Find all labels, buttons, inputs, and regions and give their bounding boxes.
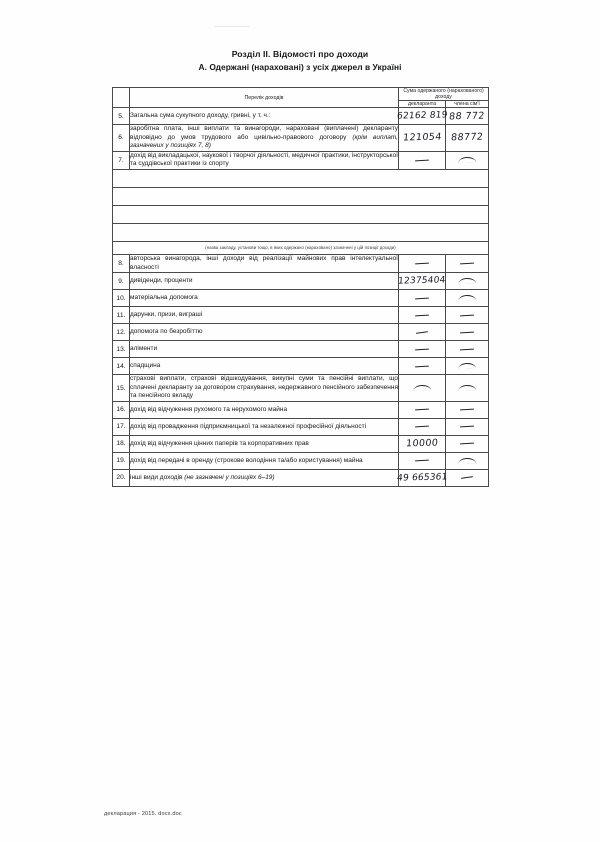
row-number: 20.: [113, 469, 130, 486]
table-row: [113, 452, 489, 469]
header-cell-number: [113, 88, 130, 108]
table-row: [113, 254, 489, 272]
cell-family-dash-mark: [458, 385, 476, 392]
cell-family-dash-mark: [458, 278, 476, 285]
cell-family: [446, 254, 489, 272]
cell-declarant-handwritten-value: 10000: [405, 438, 439, 450]
row-number: 17.: [113, 418, 130, 435]
blank-entry-row: [113, 223, 489, 241]
cell-declarant-dash-mark: [415, 263, 429, 265]
cell-declarant-dash-mark: [415, 297, 429, 299]
table-row: [113, 290, 489, 307]
cell-family: [446, 151, 489, 169]
table-header-row-1: [113, 88, 489, 101]
cell-declarant: [399, 341, 446, 358]
table-row: [113, 375, 489, 402]
institution-note-row: [113, 241, 489, 254]
row-description: дохід від відчуження рухомого та нерухомого майна: [130, 401, 399, 418]
cell-declarant-dash-mark: [415, 460, 429, 462]
cell-declarant-handwritten-value: 62162 819: [396, 110, 448, 122]
cell-declarant-dash-mark: [415, 348, 429, 350]
cell-family: [446, 401, 489, 418]
cell-declarant: [399, 273, 446, 290]
table-row: [113, 307, 489, 324]
header-cell-family: члена сім'ї: [446, 101, 489, 108]
row-number: 10.: [113, 290, 130, 307]
cell-declarant: [399, 125, 446, 152]
cell-declarant: [396, 108, 448, 125]
cell-family: [446, 452, 489, 469]
cell-family-dash-mark: [461, 476, 473, 479]
institution-note: (назва закладу, установи тощо, в яких одержано (нараховано) зазначені у цій позиції доходи): [113, 241, 489, 254]
cell-family-dash-mark: [458, 458, 476, 465]
row-description: допомога по безробіттю: [130, 324, 399, 341]
row-number: 7.: [113, 151, 130, 169]
row-description: дохід від провадження підприємницької та незалежної професійної діяльності: [130, 418, 399, 435]
table-row: [113, 108, 489, 125]
cell-family: [446, 341, 489, 358]
cell-declarant: [399, 358, 446, 375]
cell-declarant-dash-mark: [415, 314, 429, 316]
cell-family: [446, 108, 489, 125]
cell-family: [446, 418, 489, 435]
cell-declarant: [399, 254, 446, 272]
cell-declarant-handwritten-value: 121054: [402, 131, 442, 144]
cell-declarant-dash-mark: [415, 426, 429, 428]
row-description-note: (крім виплат, зазначених у позиціях 7, 8): [130, 133, 398, 150]
section-title: Розділ II. Відомості про доходи: [231, 49, 369, 59]
row-description: матеріальна допомога: [130, 290, 399, 307]
cell-declarant: [399, 418, 446, 435]
table-row: [113, 151, 489, 169]
cell-declarant-dash-mark: [413, 385, 431, 392]
table-row: [113, 418, 489, 435]
table-row: [113, 435, 489, 452]
row-number: 16.: [113, 401, 130, 418]
row-number: 5.: [113, 108, 130, 125]
header-cell-sum-group: Сума одержаного (нарахованого) доходу: [399, 88, 489, 101]
cell-family: [446, 324, 489, 341]
cell-declarant-dash-mark: [415, 365, 429, 367]
blank-entry-line: [113, 223, 489, 241]
row-description: заробітна плата, інші виплати та винагороди, нараховані (виплачені) декларанту відповідно до умов трудового або цивільно-правового договору (крім виплат, зазначених у позиціях 7, 8): [130, 125, 399, 152]
row-number: 19.: [113, 452, 130, 469]
row-description: дарунки, призи, виграші: [130, 307, 399, 324]
row-description: дохід від відчуження цінних паперів та корпоративних прав: [130, 435, 399, 452]
row-number: 9.: [113, 273, 130, 290]
blank-entry-row: [113, 205, 489, 223]
blank-entry-line: [113, 169, 489, 187]
row-number: 12.: [113, 324, 130, 341]
cell-family-handwritten-value: 88772: [450, 131, 484, 144]
cell-declarant-dash-mark: [415, 409, 429, 411]
cell-declarant: [399, 307, 446, 324]
cell-family-dash-mark: [460, 331, 474, 333]
row-description: авторська винагорода, інші доходи від реалізації майнових прав інтелектуальної власності: [130, 254, 399, 272]
cell-family: [446, 125, 489, 152]
header-cell-perelik: Перелік доходів: [130, 88, 399, 108]
blank-entry-line: [113, 205, 489, 223]
cell-family: [446, 358, 489, 375]
row-number: 8.: [113, 254, 130, 272]
cell-family-dash-mark: [458, 363, 476, 370]
document-heading: [0, 48, 600, 73]
cell-declarant: [399, 151, 446, 169]
cell-declarant-handwritten-value: 12375404: [397, 275, 447, 287]
blank-entry-row: [113, 169, 489, 187]
cell-declarant: [399, 401, 446, 418]
table-row: [113, 469, 489, 486]
cell-family: [446, 290, 489, 307]
row-description: аліменти: [130, 341, 399, 358]
income-table: [112, 87, 489, 487]
row-description: спадщина: [130, 358, 399, 375]
row-description: інші види доходів (не зазначені у позиціях 6–19): [130, 469, 399, 486]
scan-artifact: [214, 26, 250, 27]
cell-family: [446, 307, 489, 324]
cell-family-dash-mark: [460, 314, 474, 316]
cell-family-dash-mark: [460, 348, 474, 350]
row-description-note: (не зазначені у позиціях 6–19): [184, 473, 275, 481]
table-row: [113, 341, 489, 358]
cell-declarant: [396, 469, 448, 486]
row-description: страхові виплати, страхові відшкодування, викупні суми та пенсійні виплати, що сплачені декларанту за договором страхування, недержавного пенсійного забезпечення та пенсійного вкладу: [130, 375, 399, 402]
cell-declarant-handwritten-value: 49 665361: [396, 472, 448, 484]
row-description: дохід від викладацької, наукової і творчої діяльності, медичної практики, інструкторської та суддівської практики із спорту: [130, 151, 399, 169]
footer-filename: декларация - 2015. docx.doc: [104, 811, 182, 817]
cell-family-dash-mark: [458, 157, 476, 164]
cell-family-handwritten-value: 88 772: [448, 110, 486, 122]
row-description: Загальна сума сукупного доходу, гривні, у т. ч.:: [130, 108, 399, 125]
cell-family-dash-mark: [460, 426, 474, 428]
row-number: 13.: [113, 341, 130, 358]
blank-entry-line: [113, 187, 489, 205]
cell-declarant-dash-mark: [416, 331, 428, 334]
income-table-body: [113, 88, 489, 487]
row-description: дивіденди, проценти: [130, 273, 399, 290]
row-description: дохід від передачі в оренду (строкове володіння та/або користування) майна: [130, 452, 399, 469]
header-cell-declarant: декларанта: [399, 101, 446, 108]
cell-family-dash-mark: [460, 409, 474, 411]
cell-family-dash-mark: [460, 263, 474, 265]
section-subtitle: А. Одержані (нараховані) з усіх джерел в Україні: [198, 62, 402, 72]
table-row: [113, 324, 489, 341]
row-number: 15.: [113, 375, 130, 402]
row-number: 6.: [113, 125, 130, 152]
cell-family-dash-mark: [458, 295, 476, 302]
table-row: [113, 273, 489, 290]
table-row: [113, 125, 489, 152]
cell-declarant: [399, 452, 446, 469]
cell-family-dash-mark: [460, 443, 474, 445]
table-row: [113, 401, 489, 418]
cell-declarant: [399, 435, 446, 452]
cell-declarant: [399, 324, 446, 341]
cell-family: [446, 273, 489, 290]
cell-declarant: [399, 290, 446, 307]
cell-declarant: [399, 375, 446, 402]
cell-family: [446, 435, 489, 452]
cell-family: [446, 375, 489, 402]
row-number: 18.: [113, 435, 130, 452]
cell-declarant-dash-mark: [415, 159, 429, 161]
cell-family: [446, 469, 489, 486]
row-number: 11.: [113, 307, 130, 324]
table-row: [113, 358, 489, 375]
blank-entry-row: [113, 187, 489, 205]
row-number: 14.: [113, 358, 130, 375]
